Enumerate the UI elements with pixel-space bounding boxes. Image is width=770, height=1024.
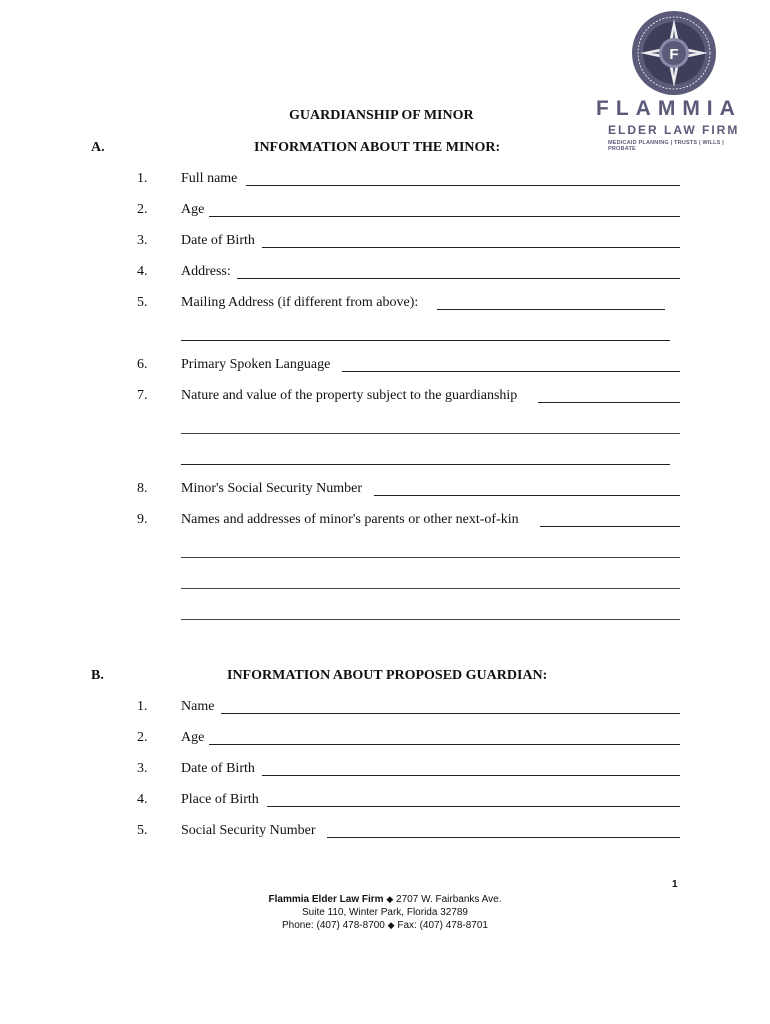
address-label: Address: — [181, 264, 231, 279]
full-name-field[interactable] — [246, 185, 680, 186]
footer-line3 — [0, 920, 770, 931]
primary-language-label: Primary Spoken Language — [181, 357, 331, 372]
item-number: 2. — [137, 730, 148, 745]
next-of-kin-field-line2[interactable] — [181, 557, 680, 558]
guardian-name-label: Name — [181, 699, 215, 714]
next-of-kin-field-line3[interactable] — [181, 588, 680, 589]
primary-language-field[interactable] — [342, 371, 680, 372]
item-number: 9. — [137, 512, 148, 527]
minor-ssn-field[interactable] — [374, 495, 680, 496]
guardian-age-label: Age — [181, 730, 205, 745]
mailing-address-label: Mailing Address (if different from above): — [181, 295, 419, 310]
guardian-dob-field[interactable] — [262, 775, 680, 776]
item-number: 5. — [137, 295, 148, 310]
page-number: 1 — [672, 879, 678, 890]
item-number: 3. — [137, 761, 148, 776]
age-label: Age — [181, 202, 205, 217]
item-number: 2. — [137, 202, 148, 217]
guardian-name-field[interactable] — [221, 713, 680, 714]
logo-tagline: MEDICAID PLANNING | TRUSTS | WILLS | PROBATE — [608, 140, 725, 152]
next-of-kin-field[interactable] — [540, 526, 680, 527]
property-field-line3[interactable] — [181, 464, 670, 465]
footer-address-line1: 2707 W. Fairbanks Ave. — [396, 894, 502, 905]
guardian-dob-label: Date of Birth — [181, 761, 255, 776]
section-b-heading: INFORMATION ABOUT PROPOSED GUARDIAN: — [227, 668, 548, 683]
next-of-kin-label: Names and addresses of minor's parents or other next-of-kin — [181, 512, 519, 527]
item-number: 8. — [137, 481, 148, 496]
emblem-letter: F — [669, 46, 679, 63]
diamond-icon: ◆ — [386, 894, 394, 904]
item-number: 4. — [137, 264, 148, 279]
date-of-birth-label: Date of Birth — [181, 233, 255, 248]
item-number: 4. — [137, 792, 148, 807]
footer-phone: Phone: (407) 478-8700 — [282, 920, 385, 931]
minor-ssn-label: Minor's Social Security Number — [181, 481, 362, 496]
item-number: 1. — [137, 699, 148, 714]
section-a-heading: INFORMATION ABOUT THE MINOR: — [254, 140, 501, 155]
property-field-line2[interactable] — [181, 433, 680, 434]
guardian-birthplace-label: Place of Birth — [181, 792, 259, 807]
footer-line1 — [0, 894, 770, 905]
property-field[interactable] — [538, 402, 680, 403]
firm-logo — [596, 10, 751, 150]
item-number: 7. — [137, 388, 148, 403]
footer-address-line2: Suite 110, Winter Park, Florida 32789 — [301, 907, 468, 918]
date-of-birth-field[interactable] — [262, 247, 680, 248]
item-number: 5. — [137, 823, 148, 838]
guardian-ssn-label: Social Security Number — [181, 823, 316, 838]
guardian-ssn-field[interactable] — [327, 837, 680, 838]
full-name-label: Full name — [181, 171, 238, 186]
item-number: 3. — [137, 233, 148, 248]
mailing-address-field-line2[interactable] — [181, 340, 670, 341]
footer-fax: Fax: (407) 478-8701 — [397, 920, 488, 931]
item-number: 1. — [137, 171, 148, 186]
section-a-letter: A. — [91, 140, 105, 155]
diamond-icon: ◆ — [387, 920, 395, 930]
section-b-letter: B. — [91, 668, 104, 683]
address-field[interactable] — [237, 278, 680, 279]
mailing-address-field[interactable] — [437, 309, 665, 310]
guardian-birthplace-field[interactable] — [267, 806, 680, 807]
logo-subtitle: ELDER LAW FIRM — [608, 123, 740, 137]
item-number: 6. — [137, 357, 148, 372]
logo-name: FLAMMIA — [596, 97, 742, 120]
compass-emblem-icon — [631, 10, 717, 96]
next-of-kin-field-line4[interactable] — [181, 619, 680, 620]
footer-firm-name: Flammia Elder Law Firm — [268, 894, 384, 905]
guardian-age-field[interactable] — [209, 744, 680, 745]
age-field[interactable] — [209, 216, 680, 217]
form-title: GUARDIANSHIP OF MINOR — [289, 108, 474, 123]
property-label: Nature and value of the property subject to the guardianship — [181, 388, 518, 403]
